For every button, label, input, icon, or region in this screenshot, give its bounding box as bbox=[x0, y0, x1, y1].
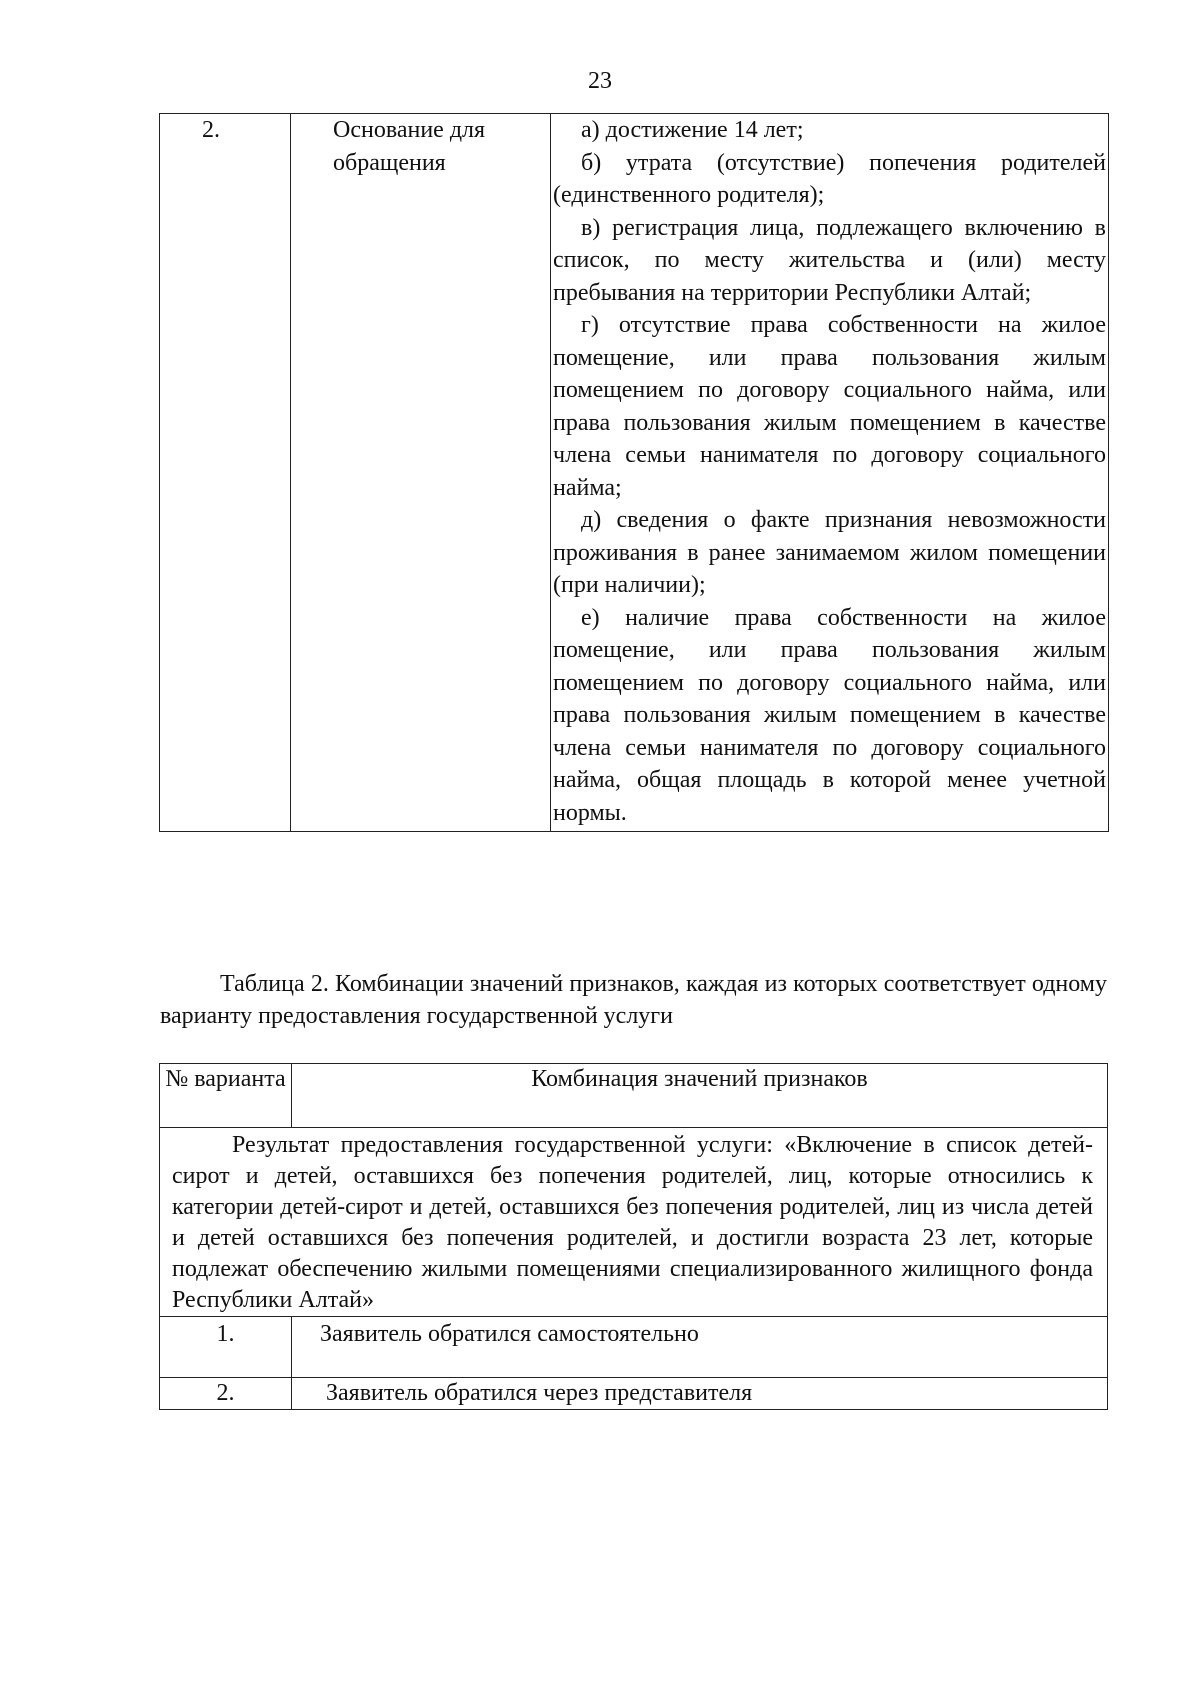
criterion-d: г) отсутствие права собственности на жилое помещение, или права пользования жилым помещением по договору социального найма, или права пользования жилым помещением в качестве члена семьи нанимателя по договору социального найма; bbox=[553, 312, 1106, 501]
row-number: 2. bbox=[160, 114, 291, 832]
service-result: Результат предоставления государственной услуги: «Включение в список детей-сирот и детей, оставшихся без попечения родителей, лиц, которые относились к категории детей-сирот и детей, оставшихся без попечения родителей, лиц из числа детей и детей оставшихся без попечения родителей, и достигли возраста 23 лет, которые подлежат обеспечению жилыми помещениями специализированного жилищного фонда Республики Алтай» bbox=[160, 1128, 1108, 1317]
variant-number: 1. bbox=[160, 1317, 292, 1378]
table-row bbox=[160, 1317, 1108, 1378]
table-row bbox=[160, 1128, 1108, 1317]
table-row bbox=[160, 1378, 1108, 1410]
variant-text: Заявитель обратился через представителя bbox=[292, 1378, 1108, 1410]
table-caption: Таблица 2. Комбинации значений признаков, каждая из которых соответствует одному варианту предоставления государственной услуги bbox=[160, 971, 1107, 1029]
table-row bbox=[160, 114, 1109, 832]
criteria-cell bbox=[551, 114, 1109, 832]
criterion-a: а) достижение 14 лет; bbox=[581, 117, 804, 143]
variant-number: 2. bbox=[160, 1378, 292, 1410]
criterion-f: е) наличие права собственности на жилое помещение, или права пользования жилым помещением по договору социального найма, или права пользования жилым помещением в качестве члена семьи нанимателя по договору социального найма, общая площадь в которой менее учетной нормы. bbox=[553, 604, 1106, 826]
criterion-b: б) утрата (отсутствие) попечения родителей (единственного родителя); bbox=[553, 149, 1106, 208]
header-combination: Комбинация значений признаков bbox=[292, 1064, 1108, 1128]
variant-text: Заявитель обратился самостоятельно bbox=[292, 1317, 1108, 1378]
row-label: Основание для обращения bbox=[291, 114, 551, 832]
page-number: 23 bbox=[588, 68, 612, 94]
criterion-c: в) регистрация лица, подлежащего включению в список, по месту жительства и (или) месту пребывания на территории Республики Алтай; bbox=[553, 214, 1106, 306]
header-variant-number: № варианта bbox=[160, 1064, 292, 1128]
table-header-row bbox=[160, 1064, 1108, 1128]
criteria-table bbox=[159, 113, 1109, 832]
combinations-table bbox=[159, 1063, 1108, 1410]
criterion-e: д) сведения о факте признания невозможности проживания в ранее занимаемом жилом помещении (при наличии); bbox=[553, 507, 1106, 598]
